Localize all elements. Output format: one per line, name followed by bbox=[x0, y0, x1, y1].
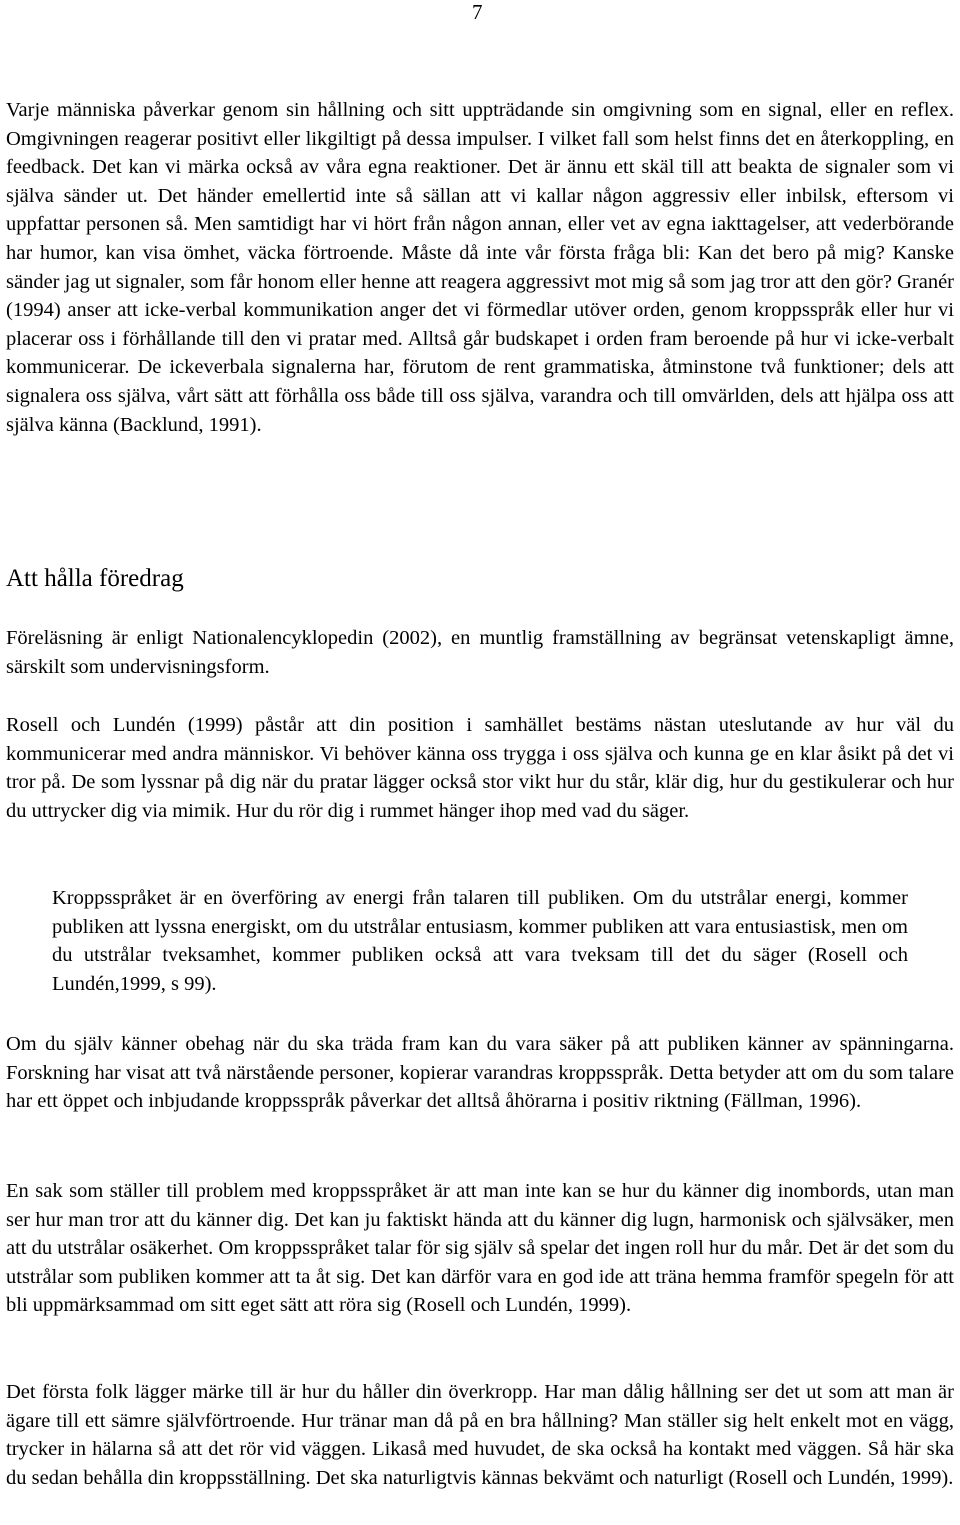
body-paragraph: Om du själv känner obehag när du ska träda fram kan du vara säker på att publiken känner av spänningarna. Forskning har visat att två närstående personer, kopierar varandras kroppsspråk. Detta betyder att om du som talare har ett öppet och inbjudande kroppsspråk påverkar det alltså åhörarna i positiv riktning (Fällman, 1996). bbox=[6, 1033, 954, 1113]
body-paragraph: En sak som ställer till problem med kroppsspråket är att man inte kan se hur du känner dig inombords, utan man ser hur man tror att du känner dig. Det kan ju faktiskt hända att du känner dig lugn, harmonisk och självsäker, men att du utstrålar osäkerhet. Om kroppsspråket talar för sig själv så spelar det ingen roll hur du mår. Det är det som du utstrålar som publiken kommer att ta åt sig. Det kan därför vara en god ide att träna hemma framför spegeln för att bli uppmärksammad om sitt eget sätt att röra sig (Rosell och Lundén, 1999). bbox=[6, 1180, 954, 1317]
page-number: 7 bbox=[472, 0, 483, 24]
body-paragraph: Det första folk lägger märke till är hur du håller din överkropp. Har man dålig hållning ser det ut som att man är ägare till ett sämre självförtroende. Hur tränar man då på en bra hållning? Man ställer sig helt enkelt mot en vägg, trycker in hälarna så att det rör vid väggen. Likaså med huvudet, de ska också ha kontakt med väggen. Så här ska du sedan behålla din kroppsställning. Det ska naturligtvis kännas bekvämt och naturligt (Rosell och Lundén, 1999). bbox=[6, 1381, 954, 1489]
block-quote: Kroppsspråket är en överföring av energi från talaren till publiken. Om du utstrålar energi, kommer publiken att lyssna energiskt, om du utstrålar entusiasm, kommer publiken att vara entusiastisk, men om du utstrålar tveksamhet, kommer publiken också att vara tveksam till det du säger (Rosell och Lundén,1999, s 99). bbox=[52, 887, 908, 995]
section-heading: Att hålla föredrag bbox=[6, 565, 184, 592]
body-paragraph: Föreläsning är enligt Nationalencyklopedin (2002), en muntlig framställning av begränsat vetenskapligt ämne, särskilt som undervisningsform. bbox=[6, 627, 954, 678]
body-paragraph: Rosell och Lundén (1999) påstår att din position i samhället bestäms nästan uteslutande av hur väl du kommunicerar med andra människor. Vi behöver känna oss trygga i oss själva och kunna ge en klar åsikt på det vi tror på. De som lyssnar på dig när du pratar lägger också stor vikt hur du står, klär dig, hur du gestikulerar och hur du uttrycker dig via mimik. Hur du rör dig i rummet hänger ihop med vad du säger. bbox=[6, 714, 954, 822]
body-paragraph: Varje människa påverkar genom sin hållning och sitt uppträdande sin omgivning som en signal, eller en reflex. Omgivningen reagerar positivt eller likgiltigt på dessa impulser. I vilket fall som helst finns det en återkoppling, en feedback. Det kan vi märka också av våra egna reaktioner. Det är ännu ett skäl till att beakta de signaler som vi själva sänder ut. Det händer emellertid inte så sällan att vi kallar någon aggressiv eller inbilsk, eftersom vi uppfattar personen så. Men samtidigt har vi hört från någon annan, eller vet av egna iakttagelser, att vederbörande har humor, kan visa ömhet, väcka förtroende. Måste då inte vår första fråga bli: Kan det bero på mig? Kanske sänder jag ut signaler, som får honom eller henne att reagera aggressivt mot mig så som jag tror att den gör? Granér (1994) anser att icke-verbal kommunikation anger det vi förmedlar utöver orden, genom kroppsspråk eller hur vi placerar oss i förhållande till den vi pratar med. Alltså går budskapet i orden fram beroende på hur vi icke-verbalt kommunicerar. De ickeverbala signalerna har, förutom de rent grammatiska, åtminstone två funktioner; dels att signalera oss själva, vårt sätt att förhålla oss både till oss själva, varandra och till omvärlden, dels att hjälpa oss att själva känna (Backlund, 1991). bbox=[6, 99, 954, 436]
